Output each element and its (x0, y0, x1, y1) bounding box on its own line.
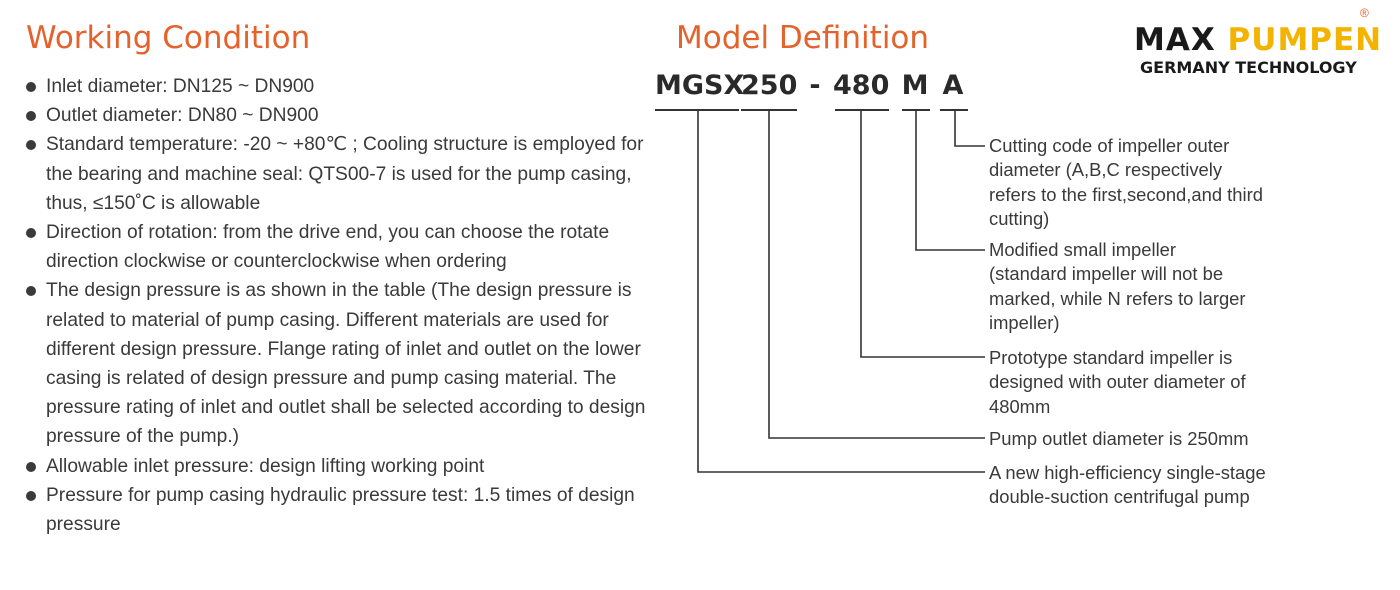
desc-series: A new high-efficiency single-stage double-suction centrifugal pump (989, 462, 1266, 508)
working-condition-title: Working Condition (26, 20, 311, 56)
code-dash: - (809, 70, 821, 101)
code-modified: M (901, 70, 929, 101)
logo-wordmark: MAX PUMPEN (1134, 22, 1383, 58)
condition-item-outlet: Outlet diameter: DN80 ~ DN900 (24, 101, 654, 130)
max-pumpen-logo (1134, 6, 1394, 82)
connector-impeller (861, 110, 985, 357)
code-cutting: A (942, 70, 964, 101)
connector-outlet (769, 110, 985, 438)
code-impeller: 480 (833, 70, 890, 101)
condition-item-rotation: Direction of rotation: from the drive end, you can choose the rotate direction clockwise or counterclockwise when ordering (24, 218, 654, 276)
connector-cutting (955, 110, 985, 146)
registered-mark: ® (1360, 6, 1369, 20)
condition-item-test-pressure: Pressure for pump casing hydraulic pressure test: 1.5 times of design pressure (24, 481, 654, 539)
desc-modified: Modified small impeller (standard impeller will not be marked, while N refers to larger impeller) (989, 239, 1246, 333)
connector-series (698, 110, 985, 472)
connector-modified (916, 110, 985, 250)
condition-item-inlet: Inlet diameter: DN125 ~ DN900 (24, 72, 654, 101)
condition-item-design-pressure: The design pressure is as shown in the table (The design pressure is related to material of pump casing. Different materials are used for different design pressure. Flange rating of inlet and outlet on the lower casing is related of design pressure and pump casing material. The pressure rating of inlet and outlet shall be selected according to design pressure of the pump.) (24, 276, 654, 451)
condition-item-inlet-pressure: Allowable inlet pressure: design lifting working point (24, 452, 654, 481)
desc-outlet: Pump outlet diameter is 250mm (989, 428, 1249, 449)
model-definition-title: Model Definition (676, 20, 930, 56)
code-series: MGSX (655, 70, 745, 101)
condition-item-temperature: Standard temperature: -20 ~ +80℃ ; Cooling structure is employed for the bearing and machine seal: QTS00-7 is used for the pump casing, thus, ≤150˚C is allowable (24, 130, 654, 218)
logo-tagline: GERMANY TECHNOLOGY (1140, 58, 1357, 77)
desc-impeller: Prototype standard impeller is designed with outer diameter of 480mm (989, 347, 1246, 417)
desc-cutting: Cutting code of impeller outer diameter (A,B,C respectively refers to the first,second,and third cutting) (989, 135, 1263, 229)
code-outlet: 250 (741, 70, 798, 101)
